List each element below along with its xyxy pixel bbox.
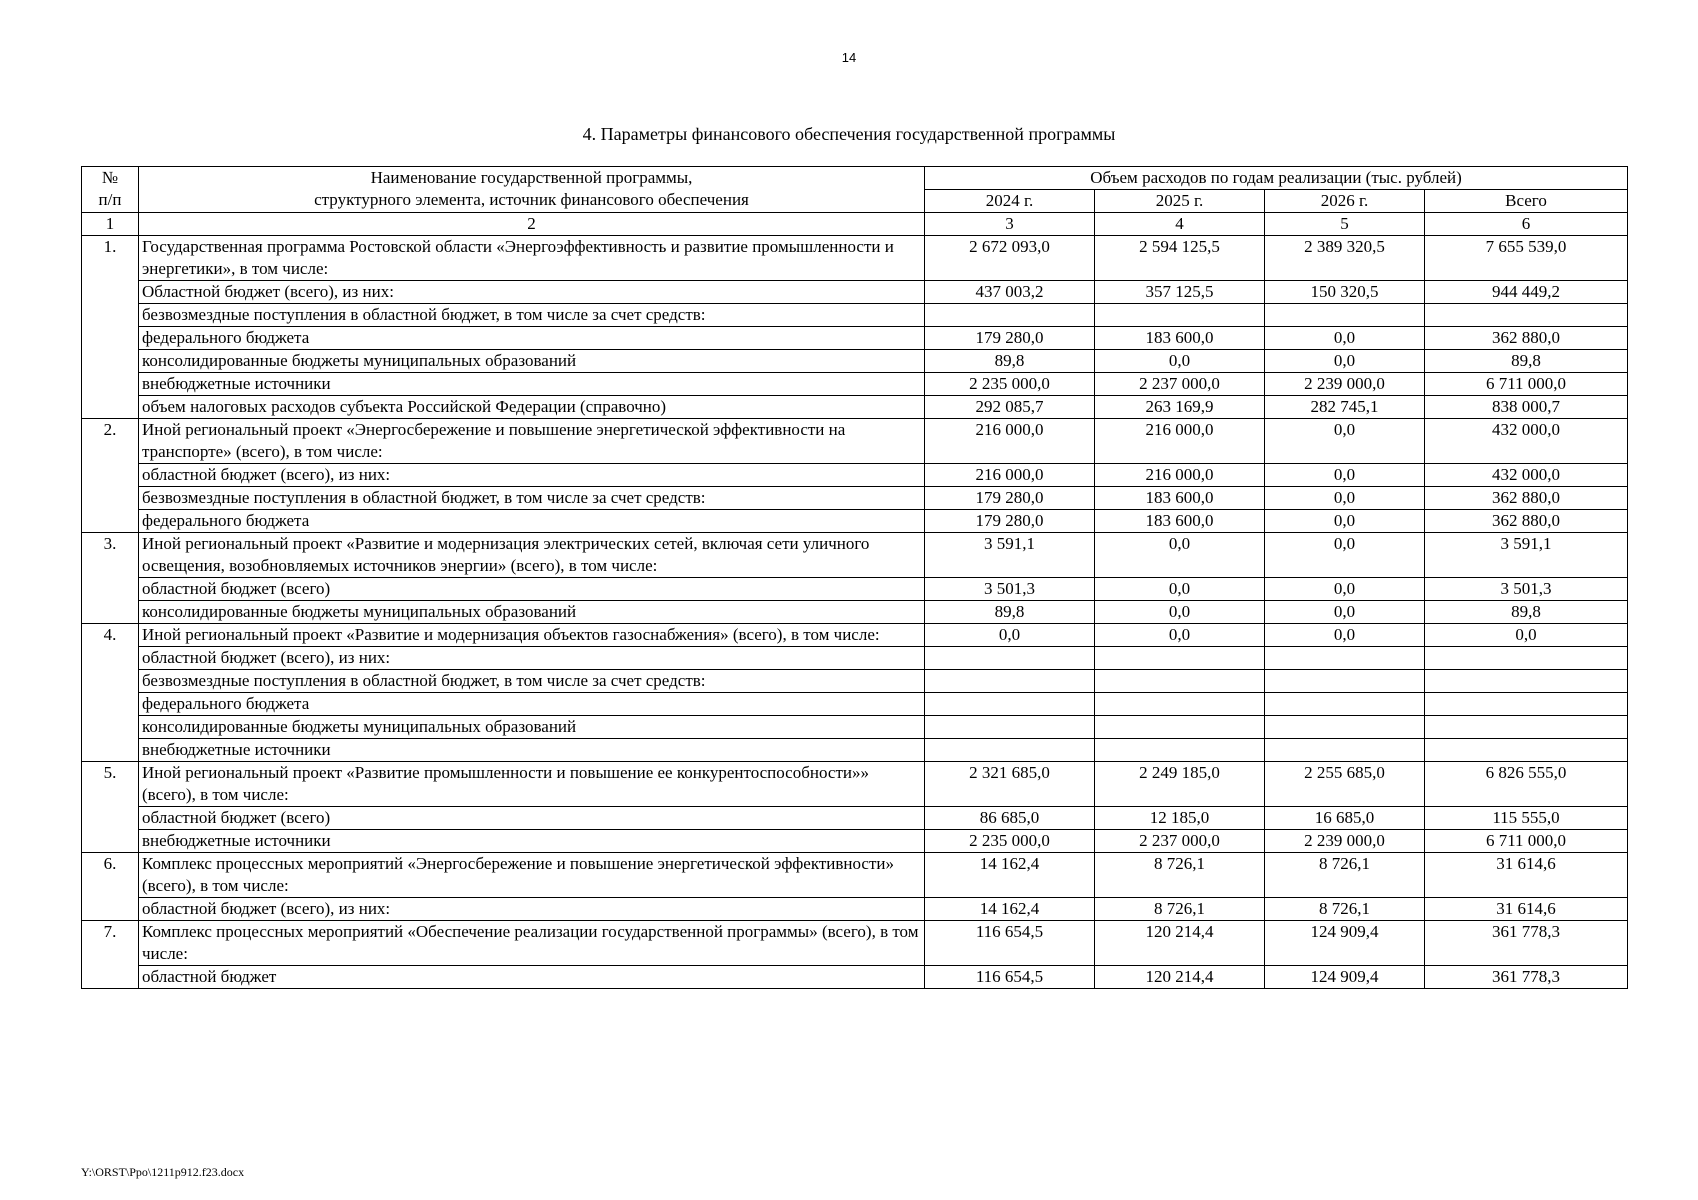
header-name-line1: Наименование государственной программы, <box>370 168 693 187</box>
table-row <box>82 419 1628 464</box>
value-total: 6 711 000,0 <box>1425 373 1628 396</box>
value-total: 362 880,0 <box>1425 487 1628 510</box>
value-2024: 3 501,3 <box>925 578 1095 601</box>
value-2026: 0,0 <box>1265 601 1425 624</box>
value-2026 <box>1265 739 1425 762</box>
table-row <box>82 236 1628 281</box>
row-name: федерального бюджета <box>139 510 925 533</box>
row-name: областной бюджет (всего) <box>139 807 925 830</box>
value-2026: 2 239 000,0 <box>1265 373 1425 396</box>
table-row <box>82 464 1628 487</box>
header-volume: Объем расходов по годам реализации (тыс. рублей) <box>925 167 1628 190</box>
header-total: Всего <box>1425 190 1628 213</box>
value-2024: 116 654,5 <box>925 966 1095 989</box>
value-2024: 86 685,0 <box>925 807 1095 830</box>
table-row <box>82 373 1628 396</box>
value-total: 361 778,3 <box>1425 966 1628 989</box>
value-2025 <box>1095 693 1265 716</box>
table-row <box>82 396 1628 419</box>
row-name: консолидированные бюджеты муниципальных образований <box>139 601 925 624</box>
value-2024: 3 591,1 <box>925 533 1095 578</box>
table-row <box>82 898 1628 921</box>
row-number: 2. <box>82 419 139 533</box>
value-2025: 2 249 185,0 <box>1095 762 1265 807</box>
value-2024: 0,0 <box>925 624 1095 647</box>
value-2024 <box>925 647 1095 670</box>
value-2026 <box>1265 647 1425 670</box>
header-name <box>139 167 925 213</box>
row-number: 6. <box>82 853 139 921</box>
value-total: 7 655 539,0 <box>1425 236 1628 281</box>
row-name: Комплекс процессных мероприятий «Обеспечение реализации государственной программы» (всего), в том числе: <box>139 921 925 966</box>
value-2025: 357 125,5 <box>1095 281 1265 304</box>
row-name: Иной региональный проект «Энергосбережение и повышение энергетической эффективности на транспорте» (всего), в том числе: <box>139 419 925 464</box>
header-year-2024: 2024 г. <box>925 190 1095 213</box>
table-row <box>82 304 1628 327</box>
value-total: 362 880,0 <box>1425 510 1628 533</box>
row-name: Иной региональный проект «Развитие промышленности и повышение ее конкурентоспособности»» (всего), в том числе: <box>139 762 925 807</box>
table-row <box>82 327 1628 350</box>
value-2026: 150 320,5 <box>1265 281 1425 304</box>
row-name: Областной бюджет (всего), из них: <box>139 281 925 304</box>
value-2024: 216 000,0 <box>925 464 1095 487</box>
value-2025: 2 237 000,0 <box>1095 373 1265 396</box>
row-name: Иной региональный проект «Развитие и модернизация электрических сетей, включая сети уличного освещения, возобновляемых источников энергии» (всего), в том числе: <box>139 533 925 578</box>
value-2025: 120 214,4 <box>1095 966 1265 989</box>
row-name: областной бюджет (всего) <box>139 578 925 601</box>
row-name: областной бюджет (всего), из них: <box>139 464 925 487</box>
row-name: областной бюджет (всего), из них: <box>139 898 925 921</box>
col-number-6: 6 <box>1425 213 1628 236</box>
value-2026: 0,0 <box>1265 350 1425 373</box>
value-2026 <box>1265 693 1425 716</box>
table-row <box>82 647 1628 670</box>
value-2024: 14 162,4 <box>925 853 1095 898</box>
value-2024: 179 280,0 <box>925 327 1095 350</box>
value-2025: 8 726,1 <box>1095 853 1265 898</box>
section-title: 4. Параметры финансового обеспечения государственной программы <box>582 124 1116 144</box>
row-name: областной бюджет (всего), из них: <box>139 647 925 670</box>
row-name: федерального бюджета <box>139 693 925 716</box>
value-total: 6 711 000,0 <box>1425 830 1628 853</box>
table-row <box>82 853 1628 898</box>
value-total <box>1425 647 1628 670</box>
value-2025: 0,0 <box>1095 624 1265 647</box>
value-2024: 2 672 093,0 <box>925 236 1095 281</box>
value-2026: 282 745,1 <box>1265 396 1425 419</box>
table-row <box>82 578 1628 601</box>
table-row <box>82 807 1628 830</box>
value-total <box>1425 739 1628 762</box>
header-name-line2: структурного элемента, источник финансового обеспечения <box>314 190 749 209</box>
value-2026: 124 909,4 <box>1265 921 1425 966</box>
table-row <box>82 670 1628 693</box>
value-2024 <box>925 670 1095 693</box>
table-row <box>82 739 1628 762</box>
page-number: 14 <box>841 50 857 65</box>
value-2026 <box>1265 670 1425 693</box>
value-total: 361 778,3 <box>1425 921 1628 966</box>
value-2026: 0,0 <box>1265 464 1425 487</box>
value-2025: 12 185,0 <box>1095 807 1265 830</box>
value-2024: 116 654,5 <box>925 921 1095 966</box>
row-name: консолидированные бюджеты муниципальных образований <box>139 716 925 739</box>
value-2025: 216 000,0 <box>1095 464 1265 487</box>
financing-table <box>81 166 1628 989</box>
value-2025: 183 600,0 <box>1095 487 1265 510</box>
value-2025: 263 169,9 <box>1095 396 1265 419</box>
table-row <box>82 693 1628 716</box>
table-header <box>82 167 1628 236</box>
value-2025: 0,0 <box>1095 533 1265 578</box>
table-row <box>82 510 1628 533</box>
file-path-footer: Y:\ORST\Ppo\1211p912.f23.docx <box>81 1165 245 1179</box>
value-2026: 0,0 <box>1265 578 1425 601</box>
row-name: консолидированные бюджеты муниципальных образований <box>139 350 925 373</box>
value-total: 944 449,2 <box>1425 281 1628 304</box>
value-total: 432 000,0 <box>1425 464 1628 487</box>
value-2024: 216 000,0 <box>925 419 1095 464</box>
value-total: 0,0 <box>1425 624 1628 647</box>
table-row <box>82 533 1628 578</box>
value-2026: 0,0 <box>1265 533 1425 578</box>
value-2025: 0,0 <box>1095 350 1265 373</box>
row-number: 5. <box>82 762 139 853</box>
value-2024 <box>925 693 1095 716</box>
value-2026: 0,0 <box>1265 327 1425 350</box>
table-row <box>82 350 1628 373</box>
value-total: 31 614,6 <box>1425 853 1628 898</box>
value-2025: 183 600,0 <box>1095 510 1265 533</box>
value-2024: 2 235 000,0 <box>925 830 1095 853</box>
value-total: 115 555,0 <box>1425 807 1628 830</box>
row-number: 1. <box>82 236 139 419</box>
value-2025: 0,0 <box>1095 578 1265 601</box>
value-total <box>1425 670 1628 693</box>
value-2026: 0,0 <box>1265 487 1425 510</box>
header-num-line2: п/п <box>98 190 122 209</box>
value-2026: 2 255 685,0 <box>1265 762 1425 807</box>
value-total: 3 501,3 <box>1425 578 1628 601</box>
value-total <box>1425 716 1628 739</box>
value-2026 <box>1265 304 1425 327</box>
row-name: объем налоговых расходов субъекта Российской Федерации (справочно) <box>139 396 925 419</box>
value-total: 89,8 <box>1425 350 1628 373</box>
table-row <box>82 966 1628 989</box>
table-row <box>82 624 1628 647</box>
row-name: безвозмездные поступления в областной бюджет, в том числе за счет средств: <box>139 304 925 327</box>
value-total: 89,8 <box>1425 601 1628 624</box>
value-2025: 0,0 <box>1095 601 1265 624</box>
table-body <box>82 236 1628 989</box>
value-total: 31 614,6 <box>1425 898 1628 921</box>
value-2024: 2 321 685,0 <box>925 762 1095 807</box>
col-number-5: 5 <box>1265 213 1425 236</box>
row-name: Комплекс процессных мероприятий «Энергосбережение и повышение энергетической эффективности» (всего), в том числе: <box>139 853 925 898</box>
value-2024 <box>925 716 1095 739</box>
value-2025: 216 000,0 <box>1095 419 1265 464</box>
value-2024: 14 162,4 <box>925 898 1095 921</box>
value-total: 3 591,1 <box>1425 533 1628 578</box>
row-name: безвозмездные поступления в областной бюджет, в том числе за счет средств: <box>139 670 925 693</box>
value-2026: 0,0 <box>1265 624 1425 647</box>
value-total: 838 000,7 <box>1425 396 1628 419</box>
table-row <box>82 921 1628 966</box>
value-2025: 2 237 000,0 <box>1095 830 1265 853</box>
header-num-line1: № <box>101 168 119 187</box>
header-year-2026: 2026 г. <box>1265 190 1425 213</box>
row-name: внебюджетные источники <box>139 739 925 762</box>
header-num <box>82 167 139 213</box>
table-row <box>82 716 1628 739</box>
table-row <box>82 762 1628 807</box>
table-row <box>82 281 1628 304</box>
row-name: внебюджетные источники <box>139 830 925 853</box>
value-2025: 2 594 125,5 <box>1095 236 1265 281</box>
row-name: Государственная программа Ростовской области «Энергоэффективность и развитие промышленности и энергетики», в том числе: <box>139 236 925 281</box>
value-2024: 179 280,0 <box>925 487 1095 510</box>
value-2025 <box>1095 304 1265 327</box>
value-total: 432 000,0 <box>1425 419 1628 464</box>
table-row <box>82 830 1628 853</box>
value-2024 <box>925 739 1095 762</box>
row-name: безвозмездные поступления в областной бюджет, в том числе за счет средств: <box>139 487 925 510</box>
value-2024: 89,8 <box>925 350 1095 373</box>
row-name: федерального бюджета <box>139 327 925 350</box>
value-2025 <box>1095 739 1265 762</box>
value-2025 <box>1095 670 1265 693</box>
row-number: 7. <box>82 921 139 989</box>
value-total: 362 880,0 <box>1425 327 1628 350</box>
col-number-2: 2 <box>139 213 925 236</box>
row-name: Иной региональный проект «Развитие и модернизация объектов газоснабжения» (всего), в том числе: <box>139 624 925 647</box>
value-2026: 0,0 <box>1265 510 1425 533</box>
value-total <box>1425 693 1628 716</box>
value-2024 <box>925 304 1095 327</box>
value-total <box>1425 304 1628 327</box>
row-name: областной бюджет <box>139 966 925 989</box>
table-row <box>82 487 1628 510</box>
value-2025: 120 214,4 <box>1095 921 1265 966</box>
value-2024: 179 280,0 <box>925 510 1095 533</box>
value-2026: 124 909,4 <box>1265 966 1425 989</box>
col-number-4: 4 <box>1095 213 1265 236</box>
row-name: внебюджетные источники <box>139 373 925 396</box>
value-2026: 2 239 000,0 <box>1265 830 1425 853</box>
header-year-2025: 2025 г. <box>1095 190 1265 213</box>
value-2024: 89,8 <box>925 601 1095 624</box>
value-2026: 2 389 320,5 <box>1265 236 1425 281</box>
value-2026 <box>1265 716 1425 739</box>
value-2025: 183 600,0 <box>1095 327 1265 350</box>
col-number-1: 1 <box>82 213 139 236</box>
value-2025 <box>1095 716 1265 739</box>
row-number: 4. <box>82 624 139 762</box>
table-row <box>82 601 1628 624</box>
row-number: 3. <box>82 533 139 624</box>
value-2024: 437 003,2 <box>925 281 1095 304</box>
value-2024: 2 235 000,0 <box>925 373 1095 396</box>
value-2026: 8 726,1 <box>1265 898 1425 921</box>
col-number-3: 3 <box>925 213 1095 236</box>
value-2026: 0,0 <box>1265 419 1425 464</box>
value-total: 6 826 555,0 <box>1425 762 1628 807</box>
value-2026: 16 685,0 <box>1265 807 1425 830</box>
value-2026: 8 726,1 <box>1265 853 1425 898</box>
value-2025: 8 726,1 <box>1095 898 1265 921</box>
value-2024: 292 085,7 <box>925 396 1095 419</box>
value-2025 <box>1095 647 1265 670</box>
